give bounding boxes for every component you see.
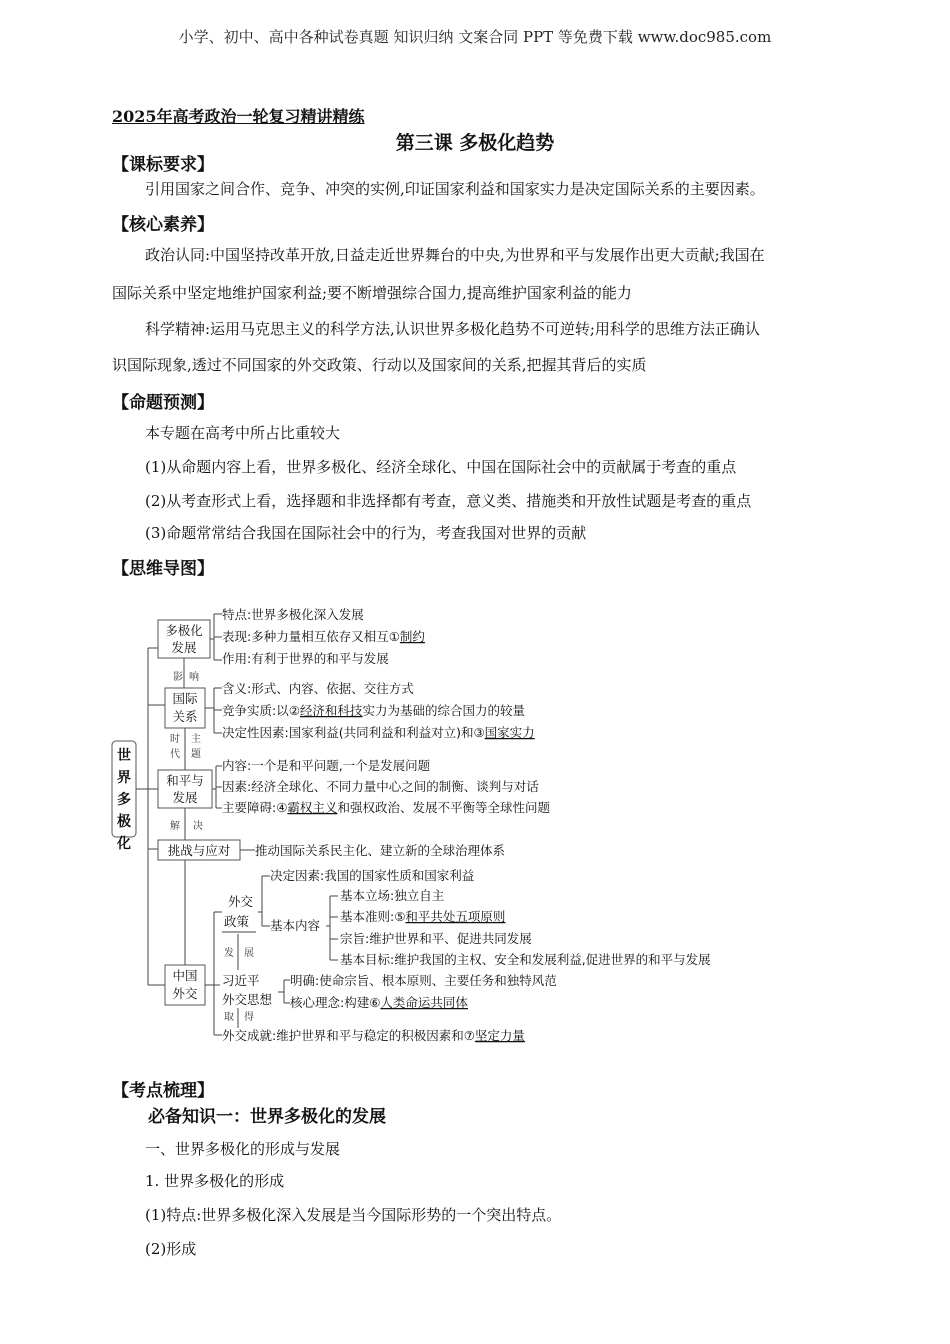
mindmap-root-char: 世 <box>117 748 131 764</box>
connector-char: 展 <box>244 948 254 959</box>
mindmap-item: 决定性因素:国家利益(共同利益和利益对立)和③国家实力 <box>222 725 535 740</box>
node-label: 外交 <box>172 986 198 1001</box>
connector-char: 主 <box>191 734 201 745</box>
mindmap-item: 基本目标:维护我国的主权、安全和发展利益,促进世界的和平与发展 <box>340 952 711 967</box>
mindmap-item: 基本准则:⑤和平共处五项原则 <box>340 909 506 924</box>
connector-char: 决 <box>193 821 203 832</box>
bracket <box>210 614 222 660</box>
mindmap-item: 作用:有利于世界的和平与发展 <box>222 651 389 666</box>
section-heading-mindmap: 【思维导图】 <box>112 559 214 579</box>
mindmap-item: 含义:形式、内容、依据、交往方式 <box>222 681 414 696</box>
xi-thought-label: 习近平 <box>222 973 260 988</box>
xi-thought-label: 外交思想 <box>222 992 273 1007</box>
lesson-title: 第三课 多极化趋势 <box>395 132 555 154</box>
kaodian-line: (1)特点:世界多极化深入发展是当今国际形势的一个突出特点。 <box>145 1206 562 1224</box>
hexin-p2-line1: 科学精神:运用马克思主义的科学方法,认识世界多极化趋势不可逆转;用科学的思维方法正确认 <box>145 320 760 338</box>
mindmap-root-char: 化 <box>117 836 131 852</box>
policy-label: 外交 <box>228 894 254 909</box>
kaodian-line: (2)形成 <box>145 1240 197 1258</box>
connector-char: 响 <box>189 672 199 683</box>
mindmap-item: 内容:一个是和平问题,一个是发展问题 <box>222 758 431 773</box>
mindmap-item: 竞争实质:以②经济和科技实力为基础的综合国力的较量 <box>222 703 525 718</box>
node-label: 中国 <box>172 968 198 983</box>
yuce-line: (3)命题常常结合我国在国际社会中的行为，考查我国对世界的贡献 <box>145 524 587 542</box>
mindmap-item: 主要障碍:④霸权主义和强权政治、发展不平衡等全球性问题 <box>222 800 550 815</box>
kaodian-line: 1. 世界多极化的形成 <box>145 1172 285 1190</box>
mindmap-root-char: 极 <box>117 814 131 830</box>
mindmap-root-char: 界 <box>117 770 131 786</box>
section-heading-hexin: 【核心素养】 <box>112 215 214 235</box>
connector-char: 时 <box>170 734 180 745</box>
mindmap-item: 推动国际关系民主化、建立新的全球治理体系 <box>255 843 506 858</box>
bracket <box>258 876 270 926</box>
yuce-line: 本专题在高考中所占比重较大 <box>145 424 341 442</box>
mindmap-item: 决定因素:我国的国家性质和国家利益 <box>270 868 475 883</box>
node-label: 发展 <box>171 640 197 655</box>
node-label: 和平与 <box>166 773 204 788</box>
section-heading-kaodian: 【考点梳理】 <box>112 1081 214 1101</box>
kebiao-text: 引用国家之间合作、竞争、冲突的实例,印证国家利益和国家实力是决定国际关系的主要因素。 <box>145 180 765 198</box>
mindmap-item: 外交成就:维护世界和平与稳定的积极因素和⑦坚定力量 <box>222 1028 525 1043</box>
hexin-p1-line1: 政治认同:中国坚持改革开放,日益走近世界舞台的中央,为世界和平与发展作出更大贡献;我国在 <box>145 246 765 264</box>
bracket <box>205 912 222 1035</box>
knowledge-subheading: 必备知识一：世界多极化的发展 <box>148 1107 386 1127</box>
mindmap-item: 基本立场:独立自主 <box>340 888 445 903</box>
connector-char: 题 <box>191 749 201 760</box>
connector-char: 解 <box>170 821 180 832</box>
connector-char: 取 <box>224 1012 234 1023</box>
bracket <box>326 896 338 960</box>
node-label: 关系 <box>172 709 198 724</box>
hexin-p2-line2: 识国际现象,透过不同国家的外交政策、行动以及国家间的关系,把握其背后的实质 <box>112 356 647 374</box>
bracket <box>278 980 290 1003</box>
bracket <box>205 688 222 733</box>
bracket <box>212 766 222 808</box>
section-heading-kebiao: 【课标要求】 <box>112 155 214 175</box>
site-header: 小学、初中、高中各种试卷真题 知识归纳 文案合同 PPT 等免费下载 www.doc985.com <box>178 28 772 46</box>
mindmap-item: 核心理念:构建⑥人类命运共同体 <box>290 995 468 1010</box>
connector-char: 发 <box>224 948 234 959</box>
mindmap-item: 宗旨:维护世界和平、促进共同发展 <box>340 931 532 946</box>
document-title: 2025年高考政治一轮复习精讲精练 <box>112 107 365 126</box>
node-label: 多极化 <box>165 623 203 638</box>
node-label: 国际 <box>172 691 198 706</box>
connector-char: 得 <box>244 1012 254 1023</box>
mindmap-item: 表现:多种力量相互依存又相互①制约 <box>222 629 425 644</box>
node-label: 发展 <box>172 790 198 805</box>
node-label: 挑战与应对 <box>167 843 231 858</box>
mindmap-item: 明确:使命宗旨、根本原则、主要任务和独特风范 <box>290 973 557 988</box>
connector-char: 影 <box>173 672 183 683</box>
mindmap-root-char: 多 <box>117 792 131 808</box>
policy-label: 政策 <box>224 914 250 929</box>
hexin-p1-line2: 国际关系中坚定地维护国家利益;要不断增强综合国力,提高维护国家利益的能力 <box>112 284 632 302</box>
mindmap-item: 因素:经济全球化、不同力量中心之间的制衡、谈判与对话 <box>222 779 539 794</box>
section-heading-yuce: 【命题预测】 <box>112 393 214 413</box>
yuce-line: (2)从考查形式上看，选择题和非选择都有考查，意义类、措施类和开放性试题是考查的重点 <box>145 492 752 510</box>
mindmap-item: 特点:世界多极化深入发展 <box>222 607 364 622</box>
kaodian-line: 一、世界多极化的形成与发展 <box>145 1140 341 1158</box>
mindmap-item: 基本内容 <box>270 918 321 933</box>
yuce-line: (1)从命题内容上看，世界多极化、经济全球化、中国在国际社会中的贡献属于考查的重点 <box>145 458 737 476</box>
connector-char: 代 <box>170 749 180 760</box>
